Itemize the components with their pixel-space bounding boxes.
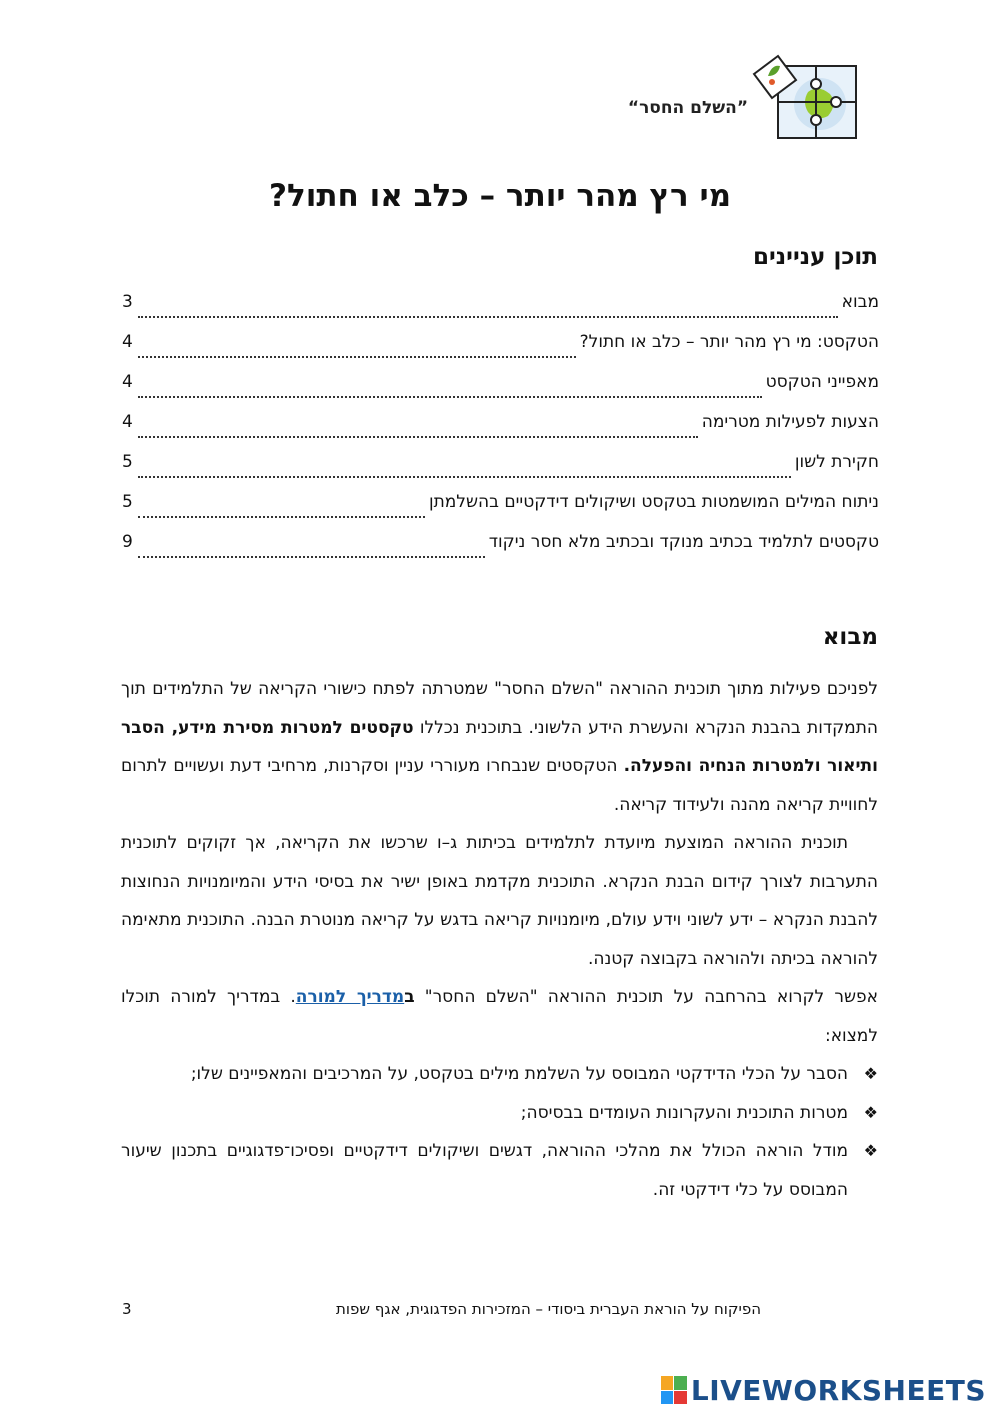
- diamond-bullet-icon: ❖: [863, 1141, 878, 1160]
- liveworksheets-watermark[interactable]: [661, 1372, 986, 1408]
- table-of-contents: [122, 292, 879, 572]
- toc-item-page: 4: [122, 372, 133, 392]
- toc-item[interactable]: [122, 332, 879, 372]
- intro-p1-text-end: הטקסטים שנבחרו מעוררי עניין וסקרנות, מרחיבי דעת ועשויים לתרום לחוויית קריאה מהנה ולעידוד קריאה.: [121, 756, 878, 815]
- list-item: [121, 1132, 878, 1209]
- toc-item-page: 9: [122, 532, 133, 552]
- intro-p3-text: אפשר לקרוא בהרחבה על תוכנית ההוראה "השלם החסר": [414, 987, 878, 1007]
- toc-item-title: חקירת לשון: [794, 452, 879, 472]
- toc-leader: [138, 556, 485, 558]
- toc-item[interactable]: [122, 412, 879, 452]
- intro-paragraph-1: [121, 670, 878, 824]
- toc-item-page: 4: [122, 412, 133, 432]
- toc-item-page: 3: [122, 292, 133, 312]
- puzzle-logo-icon: [750, 52, 860, 142]
- diamond-bullet-icon: ❖: [863, 1064, 878, 1083]
- header-logo: [627, 52, 860, 144]
- toc-heading: תוכן עניינים: [752, 244, 878, 270]
- teacher-guide-link[interactable]: מדריך למורה: [295, 987, 405, 1007]
- intro-bullet-list: [121, 1055, 878, 1209]
- list-item: [121, 1094, 878, 1133]
- intro-p3-text-end: . במדריך למורה תוכלו למצוא:: [121, 987, 878, 1046]
- toc-item[interactable]: [122, 452, 879, 492]
- toc-item-page: 5: [122, 492, 133, 512]
- intro-p3-prefix: ב: [404, 987, 415, 1007]
- list-item: [121, 1055, 878, 1094]
- toc-item-title: מאפייני הטקסט: [765, 372, 879, 392]
- toc-item-title: הצעות לפעילות מטרימה: [701, 412, 879, 432]
- toc-item-title: טקסטים לתלמיד בכתיב מנוקד ובכתיב מלא חסר ניקוד: [488, 532, 879, 552]
- logo-text: ”השלם החסר“: [627, 98, 748, 118]
- intro-paragraph-3: [121, 978, 878, 1055]
- toc-leader: [138, 436, 698, 438]
- toc-item-page: 4: [122, 332, 133, 352]
- toc-leader: [138, 356, 576, 358]
- toc-item-title: מבוא: [841, 292, 879, 312]
- toc-item-title: הטקסט: מי רץ מהר יותר – כלב או חתול?: [579, 332, 879, 352]
- list-item-text: מודל הוראה הכולל את מהלכי ההוראה, דגשים ושיקולים דידקטיים ופסיכו־פדגוגיים בתכנון שיעור המבוסס על כלי דידקטי זה.: [121, 1141, 848, 1200]
- toc-item[interactable]: [122, 532, 879, 572]
- intro-p1-bold: טקסטים למטרות מסירת מידע, הסבר ותיאור ולמטרות הנחיה והפעלה.: [121, 717, 878, 776]
- toc-item[interactable]: [122, 372, 879, 412]
- toc-item[interactable]: [122, 292, 879, 332]
- footer-text: הפיקוח על הוראת העברית ביסודי – המזכירות הפדגוגית, אגף שפות: [336, 1300, 761, 1318]
- toc-item-page: 5: [122, 452, 133, 472]
- toc-leader: [138, 316, 838, 318]
- list-item-text: מטרות התוכנית והעקרונות העומדים בבסיסה;: [520, 1102, 848, 1123]
- liveworksheets-logo-icon: [661, 1376, 687, 1404]
- toc-leader: [138, 516, 425, 518]
- footer-page-number: 3: [122, 1300, 132, 1318]
- liveworksheets-text: LIVEWORKSHEETS: [690, 1373, 986, 1407]
- toc-leader: [138, 476, 791, 478]
- intro-paragraph-2: תוכנית ההוראה המוצעת מיועדת לתלמידים בכיתות ג–ו שרכשו את הקריאה, אך זקוקים לתוכנית התערבות לצורך קידום הבנת הנקרא. התוכנית מקדמת באופן ישיר את בסיסי הידע והמיומנויות הנחוצות להבנת הנקרא – ידע לשוני וידע עולם, מיומנויות קריאה בדגש על קריאה מנוטרת הבנה. התוכנית מתאימה להוראה בכיתה ולהוראה בקבוצה קטנה.: [121, 833, 878, 969]
- intro-body: [121, 670, 878, 1209]
- page-footer: [122, 1300, 879, 1324]
- intro-p1-text: לפניכם פעילות מתוך תוכנית ההוראה "השלם החסר" שמטרתה לפתח כישורי הקריאה של התלמידים תוך התמקדות בהבנת הנקרא והעשרת הידע הלשוני. בתוכנית נכללו: [121, 679, 878, 738]
- toc-item[interactable]: [122, 492, 879, 532]
- toc-item-title: ניתוח המילים המושמטות בטקסט ושיקולים דידקטיים בהשלמתן: [428, 492, 879, 512]
- page-title: מי רץ מהר יותר – כלב או חתול?: [268, 178, 732, 214]
- intro-heading: מבוא: [822, 624, 878, 650]
- diamond-bullet-icon: ❖: [863, 1102, 878, 1122]
- toc-leader: [138, 396, 762, 398]
- list-item-text: הסבר על הכלי הדידקטי המבוסס על השלמת מילים בטקסט, על המרכיבים והמאפיינים שלו;: [190, 1064, 848, 1084]
